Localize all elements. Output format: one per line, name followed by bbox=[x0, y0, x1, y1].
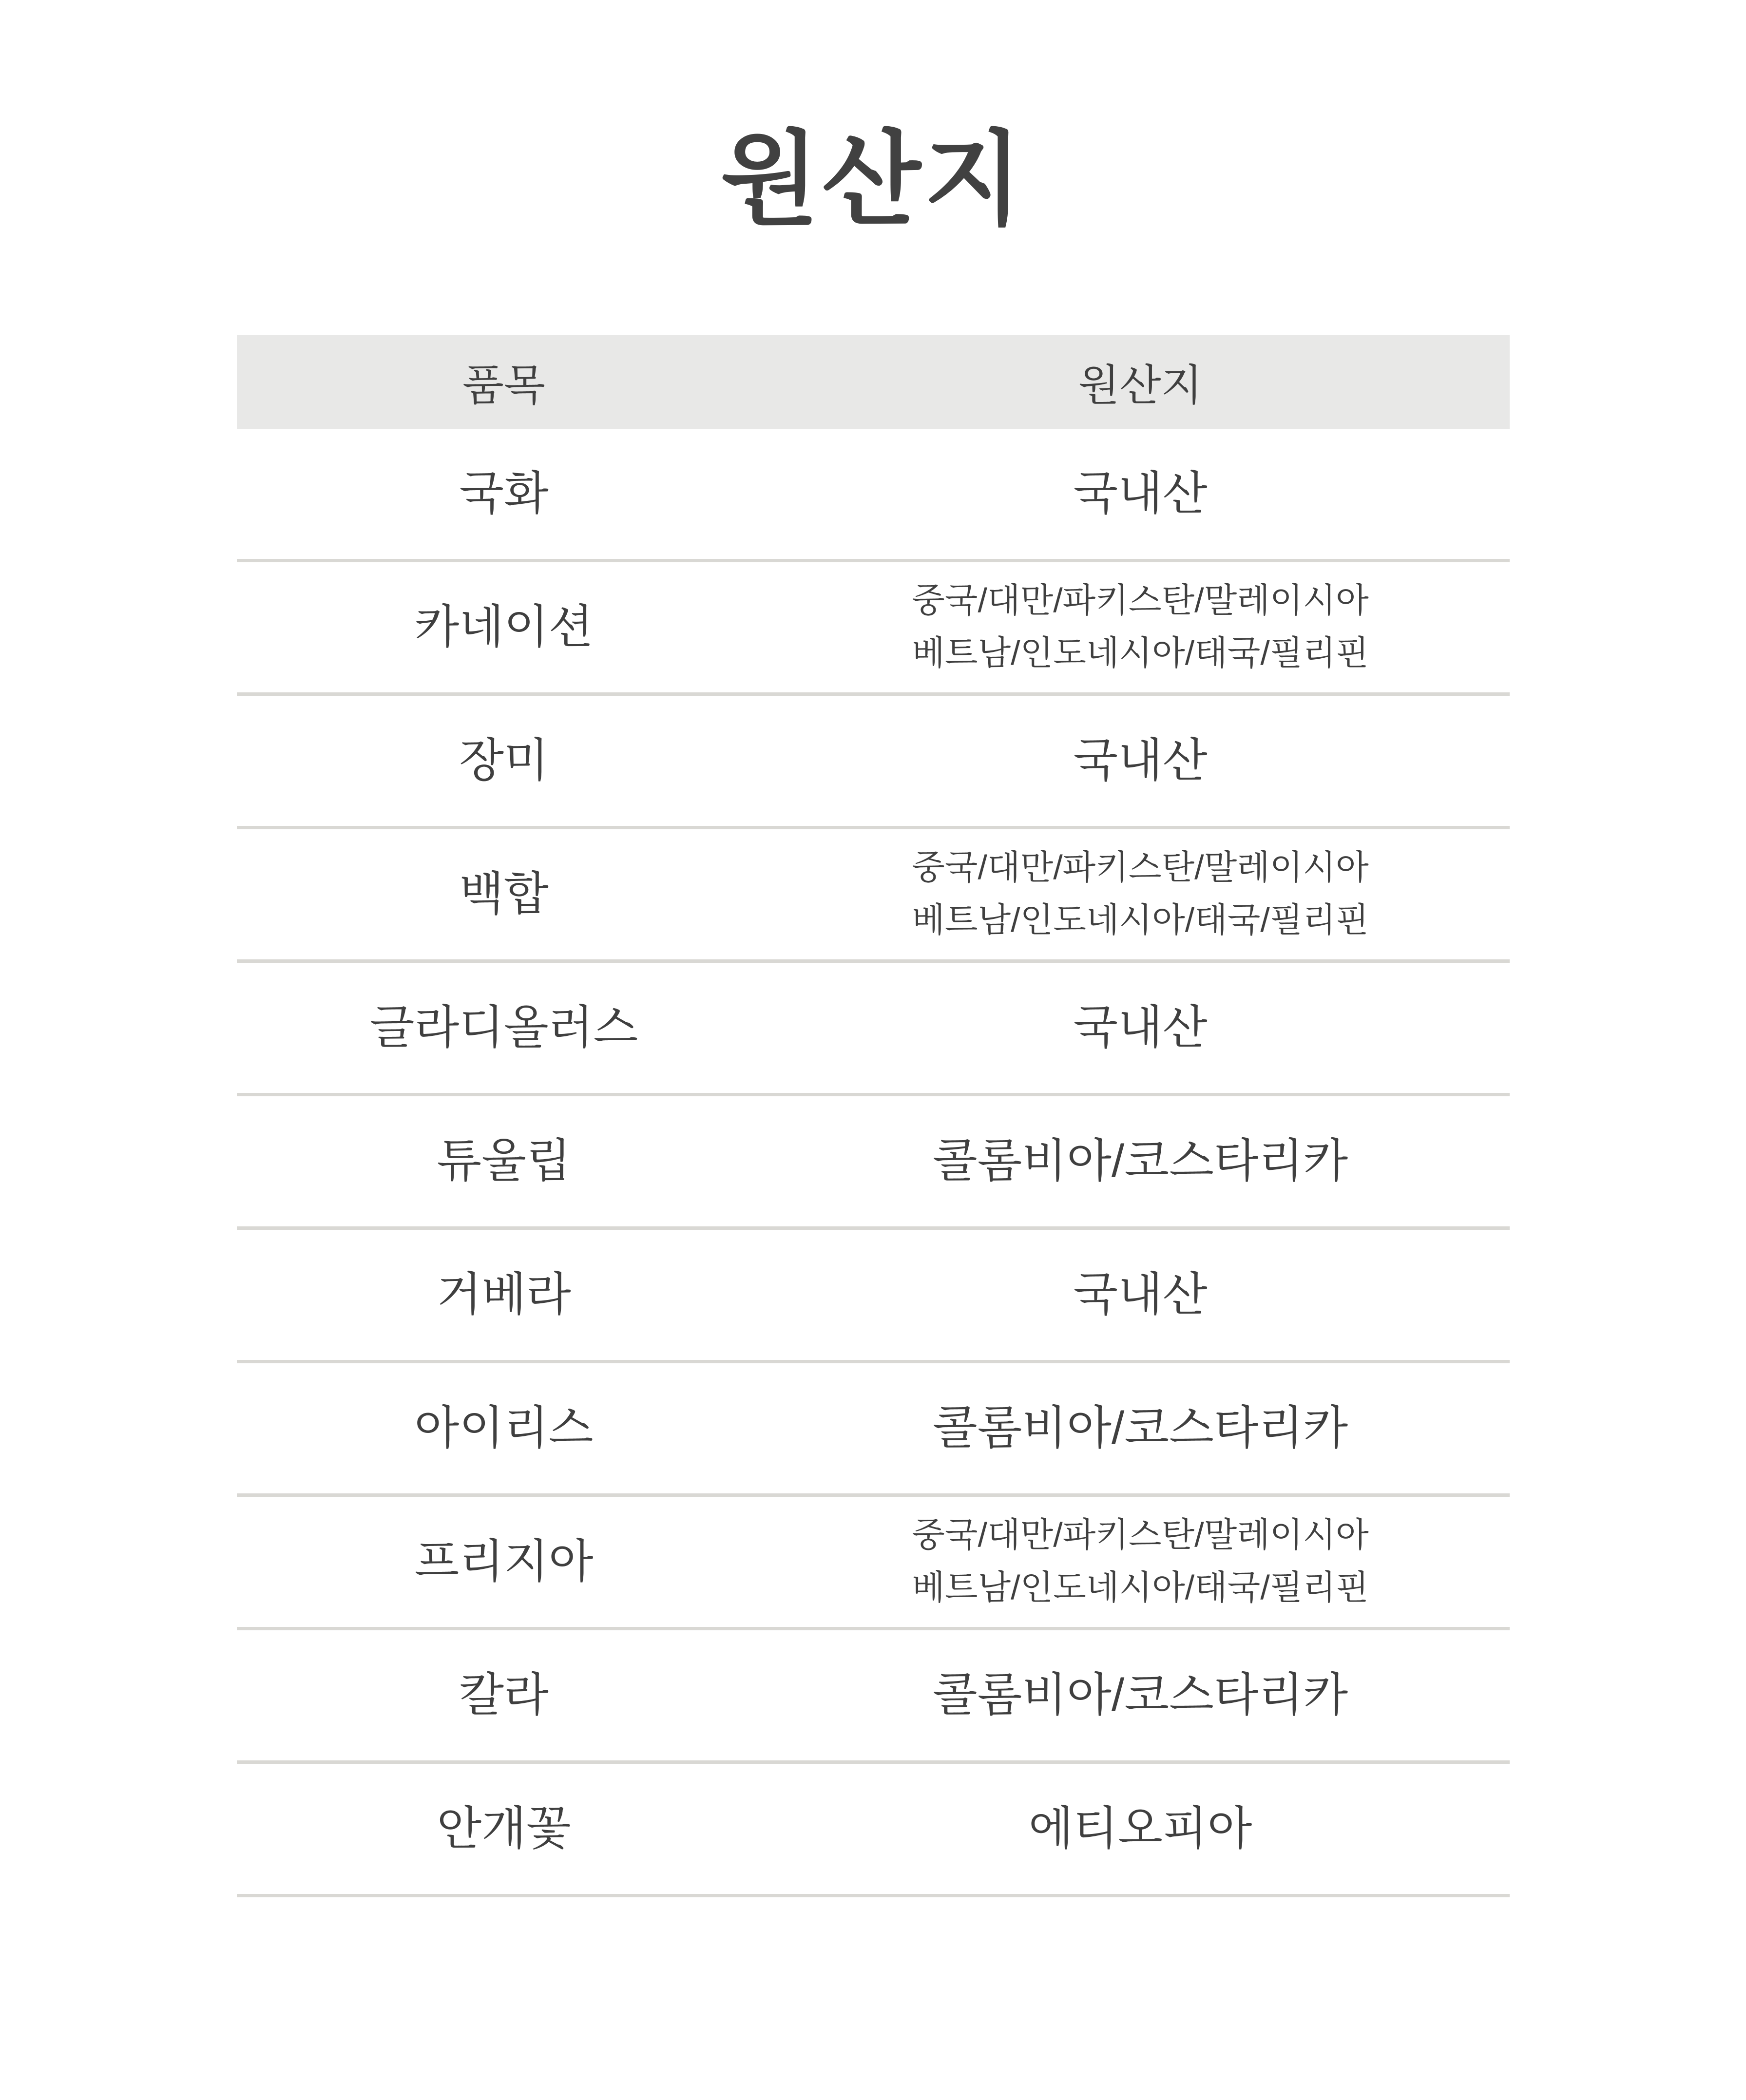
origin-value bbox=[771, 574, 1510, 680]
origin-line: 중국/대만/파키스탄/말레이시아 bbox=[912, 848, 1369, 887]
origin-line: 국내산 bbox=[1073, 468, 1208, 519]
table-row bbox=[237, 562, 1510, 696]
table-row bbox=[237, 429, 1510, 562]
column-header-item: 품목 bbox=[462, 361, 546, 409]
table-row bbox=[237, 1764, 1510, 1897]
origin-value bbox=[771, 1267, 1510, 1322]
origin-line: 콜롬비아/코스타리카 bbox=[932, 1135, 1348, 1187]
origin-line: 베트남/인도네시아/태국/필리핀 bbox=[912, 634, 1369, 672]
table-row bbox=[237, 963, 1510, 1096]
origin-line: 베트남/인도네시아/태국/필리핀 bbox=[912, 901, 1369, 939]
item-name: 글라디올러스 bbox=[369, 1002, 638, 1053]
origin-value bbox=[771, 1133, 1510, 1189]
origin-line: 국내산 bbox=[1073, 1269, 1208, 1320]
origin-value bbox=[771, 841, 1510, 947]
table-row bbox=[237, 696, 1510, 829]
item-name: 백합 bbox=[459, 868, 549, 920]
origin-line: 국내산 bbox=[1073, 1002, 1208, 1053]
item-name: 안개꽃 bbox=[437, 1803, 571, 1854]
column-header-origin: 원산지 bbox=[1078, 361, 1203, 409]
origin-line: 콜롬비아/코스타리카 bbox=[932, 1669, 1348, 1721]
origin-value bbox=[771, 466, 1510, 521]
item-name: 장미 bbox=[459, 735, 549, 786]
table-row bbox=[237, 1630, 1510, 1764]
item-name: 거베라 bbox=[437, 1269, 571, 1320]
table-row bbox=[237, 1497, 1510, 1630]
origin-line: 중국/대만/파키스탄/말레이시아 bbox=[912, 1516, 1369, 1554]
origin-line: 에티오피아 bbox=[1028, 1803, 1252, 1854]
item-name: 카네이션 bbox=[414, 601, 594, 653]
table-row bbox=[237, 1363, 1510, 1497]
origin-value bbox=[771, 1801, 1510, 1856]
item-name: 프리지아 bbox=[414, 1536, 594, 1587]
origin-value bbox=[771, 1667, 1510, 1723]
origin-value bbox=[771, 1400, 1510, 1456]
origin-value bbox=[771, 1509, 1510, 1614]
origin-value bbox=[771, 733, 1510, 788]
table-row bbox=[237, 829, 1510, 963]
origin-value bbox=[771, 1000, 1510, 1055]
origin-line: 베트남/인도네시아/태국/필리핀 bbox=[912, 1568, 1369, 1606]
item-name: 튜울립 bbox=[437, 1135, 571, 1187]
origin-line: 국내산 bbox=[1073, 735, 1208, 786]
table-body bbox=[237, 429, 1510, 1897]
page-title: 원산지 bbox=[720, 122, 1026, 237]
origin-table bbox=[237, 335, 1510, 1897]
item-name: 국화 bbox=[459, 468, 549, 519]
table-row bbox=[237, 1096, 1510, 1230]
item-name: 아이리스 bbox=[414, 1402, 594, 1454]
origin-line: 콜롬비아/코스타리카 bbox=[932, 1402, 1348, 1454]
table-header-row bbox=[237, 335, 1510, 429]
origin-line: 중국/대만/파키스탄/말레이시아 bbox=[912, 581, 1369, 620]
table-row bbox=[237, 1230, 1510, 1363]
item-name: 칼라 bbox=[459, 1669, 549, 1721]
